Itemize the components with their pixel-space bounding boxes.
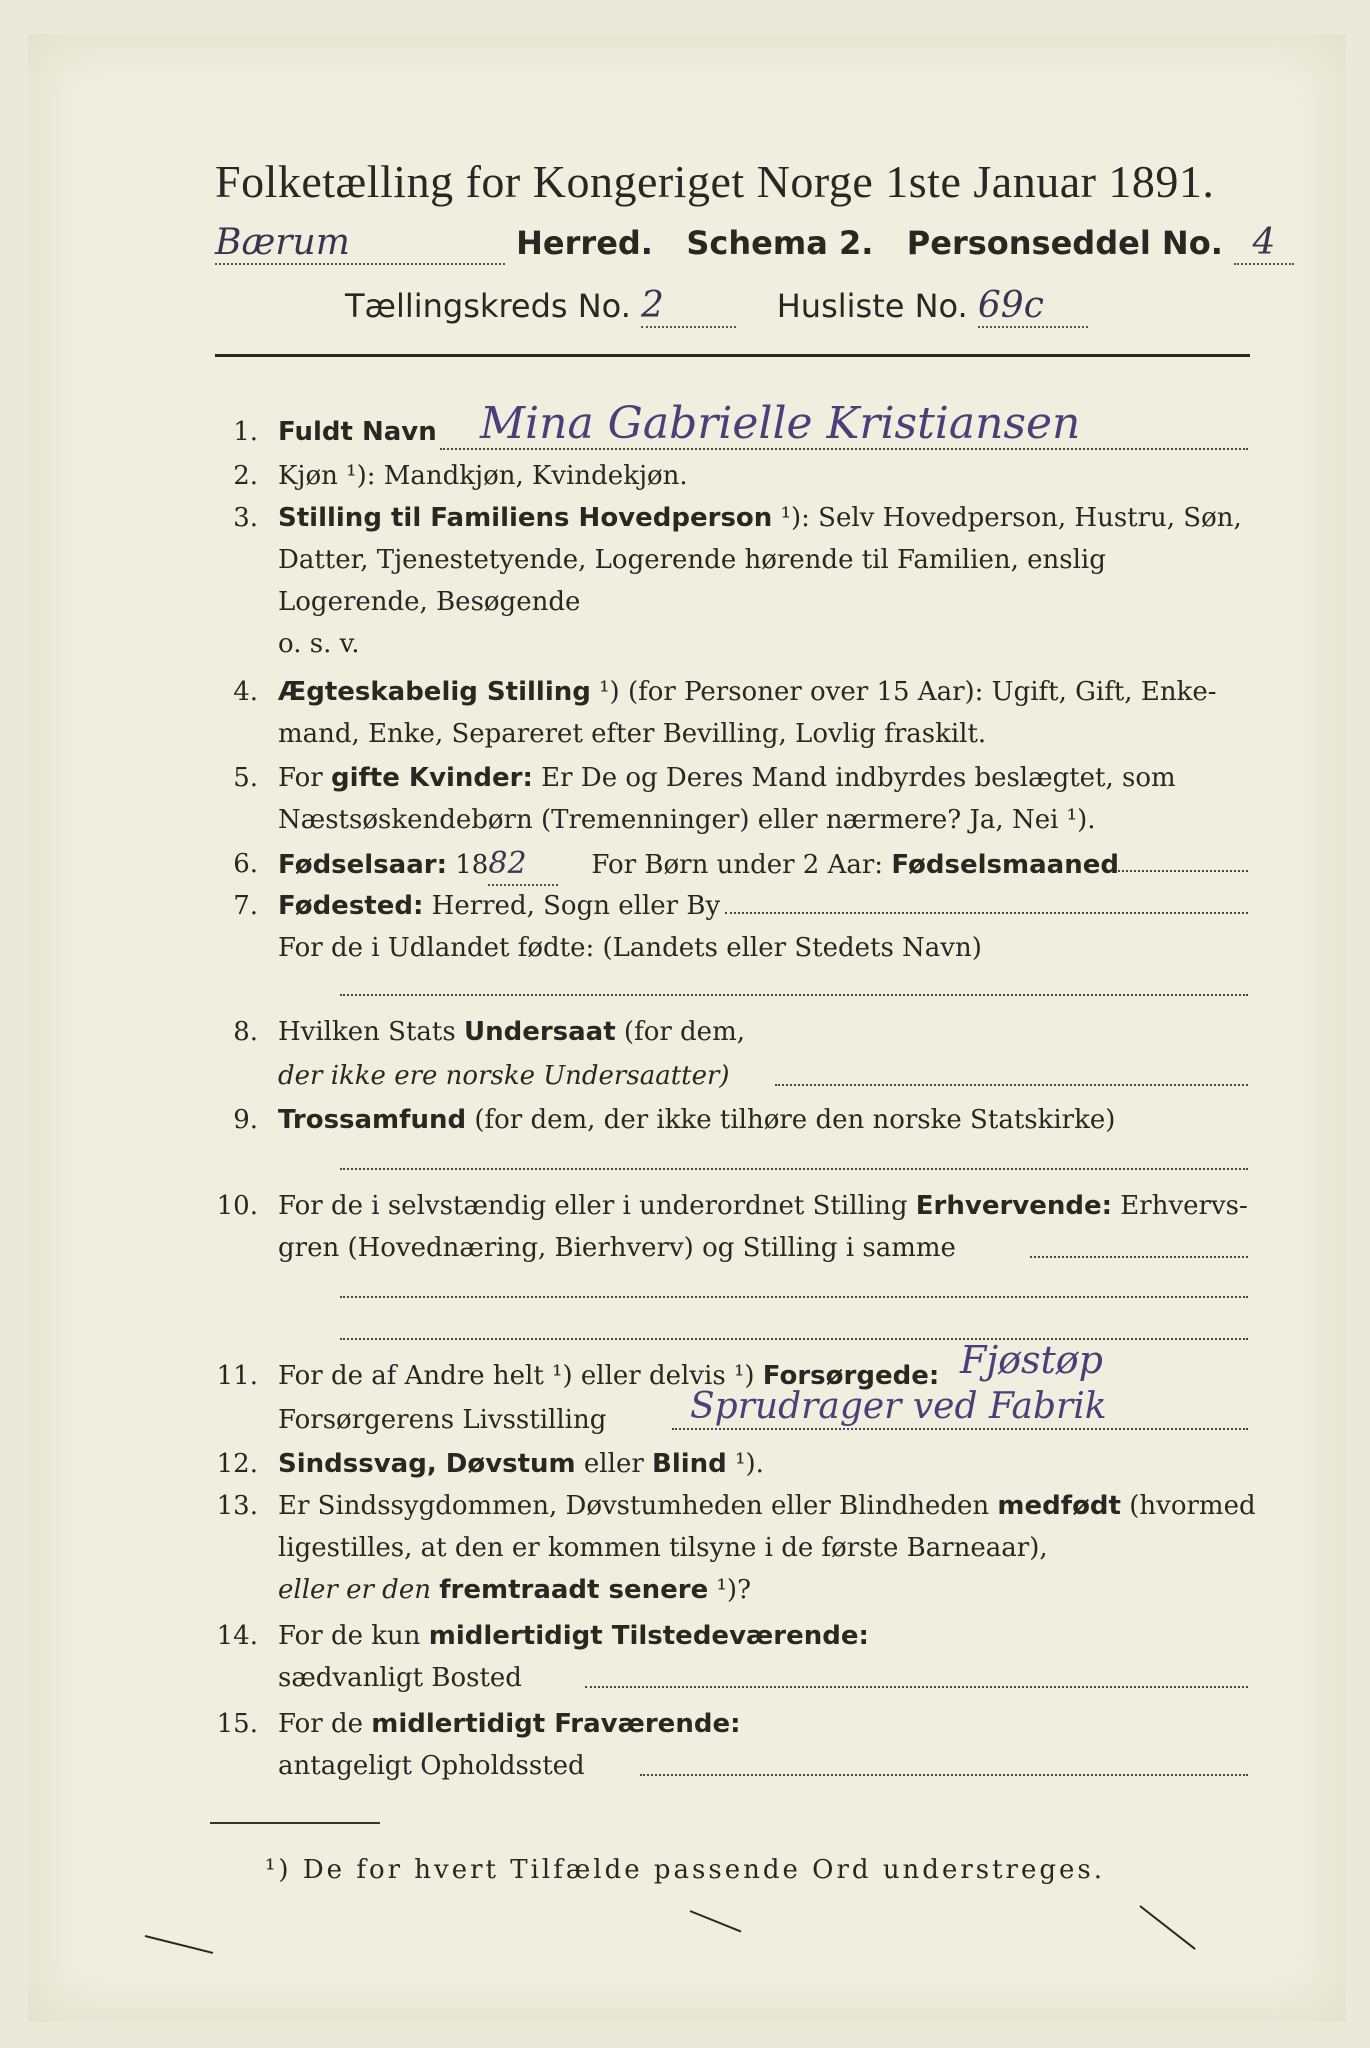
taellingskreds-value: 2	[641, 285, 736, 328]
item-label-rest: ¹): Selv Hovedperson, Hustru, Søn,	[780, 503, 1242, 533]
birth-year-prefix: 18	[455, 850, 489, 880]
item-number: 7.	[233, 891, 258, 921]
occupation-dotted-line-2	[340, 1296, 1248, 1298]
item-label-rest: Er De og Deres Mand indbyrdes beslægtet, som	[541, 763, 1176, 793]
item-label-bold: Sindssvag, Døvstum	[278, 1449, 576, 1479]
husliste-label: Husliste No.	[776, 287, 968, 325]
item-text: For de i Udlandet fødte: (Landets eller Stedets Navn)	[278, 933, 982, 963]
item-text: Næstsøskendebørn (Tremenninger) eller nærmere? Ja, Nei ¹).	[278, 805, 1096, 835]
birth-year-label: Fødselsaar:	[278, 850, 447, 880]
herred-value: Bærum	[215, 222, 505, 265]
item-label-pre: Hvilken Stats	[278, 1017, 456, 1047]
residence-dotted-line	[585, 1686, 1248, 1688]
provider-occupation-value: Sprudrager ved Fabrik	[690, 1386, 1107, 1427]
birth-month-label-pre: For Børn under 2 Aar:	[591, 850, 884, 880]
item-text: der ikke ere norske Undersaatter)	[278, 1061, 730, 1091]
item-label	[278, 758, 1176, 798]
herred-label: Herred.	[516, 224, 653, 262]
item-text: mand, Enke, Separeret efter Bevilling, Lovlig fraskilt.	[278, 719, 987, 749]
item-number: 10.	[216, 1191, 258, 1221]
item-number: 14.	[216, 1621, 258, 1651]
item-label	[278, 1704, 740, 1744]
item-label-bold: Stilling til Familiens Hovedperson	[278, 503, 773, 533]
item-number: 11.	[216, 1361, 258, 1391]
foreign-birthplace-dotted-line	[340, 994, 1248, 996]
item-label	[278, 672, 1217, 712]
item-label	[278, 1186, 1248, 1226]
item-text: ligestilles, at den er kommen tilsyne i de første Barneaar),	[278, 1533, 1048, 1563]
item-number: 1.	[233, 417, 258, 447]
item-label	[278, 1444, 764, 1484]
taellingskreds-label: Tællingskreds No.	[345, 287, 631, 325]
item-label-bold: medfødt	[997, 1491, 1121, 1521]
item-label-bold: Trossamfund	[278, 1105, 467, 1135]
item-label-bold: midlertidigt Fraværende:	[371, 1709, 741, 1739]
item-label	[278, 1100, 1115, 1140]
item-number: 6.	[233, 849, 258, 879]
item-label	[278, 1486, 1256, 1526]
item-label-rest: Herred, Sogn eller By	[431, 891, 721, 921]
item-text-end: ¹)?	[716, 1575, 752, 1605]
item-label-rest: eller	[583, 1449, 644, 1479]
item-label-pre: For de kun	[278, 1621, 421, 1651]
item-text: Forsørgerens Livsstilling	[278, 1405, 607, 1435]
item-label-pre: For	[278, 763, 323, 793]
birth-month-dotted-line	[1118, 870, 1248, 872]
item-number: 5.	[233, 763, 258, 793]
birth-year-value: 82	[488, 844, 558, 886]
item-text: Datter, Tjenestetyende, Logerende hørende til Familien, enslig	[278, 545, 1106, 575]
item-label-pre: For de	[278, 1709, 363, 1739]
item-label-pre: For de i selvstændig eller i underordnet Stilling	[278, 1191, 908, 1221]
occupation-dotted-line-1	[1030, 1256, 1248, 1258]
item-label-rest: (for dem, der ikke tilhøre den norske Statskirke)	[474, 1105, 1116, 1135]
item-label	[278, 1012, 745, 1052]
item-number: 9.	[233, 1105, 258, 1135]
supported-value: Fjøstøp	[960, 1338, 1104, 1382]
item-label-rest: ¹) (for Personer over 15 Aar): Ugift, Gift, Enke-	[599, 677, 1217, 707]
item-text: sædvanligt Bosted	[278, 1663, 522, 1693]
item-number: 2.	[233, 461, 258, 491]
item-label-rest: Erhvervs-	[1120, 1191, 1248, 1221]
item-text-bold: fremtraadt senere	[439, 1575, 709, 1605]
personseddel-value: 4	[1234, 222, 1294, 265]
header-line-2	[345, 285, 1088, 328]
item-label-end: ¹).	[735, 1449, 764, 1479]
item-label: Fuldt Navn	[278, 417, 437, 447]
item-label	[278, 886, 720, 926]
birth-month-label: Fødselsmaaned	[891, 850, 1119, 880]
provider-dotted-line	[672, 1428, 1248, 1430]
occupation-dotted-line-3	[340, 1338, 1248, 1340]
item-number: 15.	[216, 1709, 258, 1739]
personseddel-label: Personseddel No.	[906, 224, 1223, 262]
header-line-1	[215, 222, 1294, 265]
gender-options: Kjøn ¹): Mandkjøn, Kvindekjøn.	[278, 461, 688, 491]
form-title: Folketælling for Kongeriget Norge 1ste Januar 1891.	[215, 156, 1215, 207]
item-label-bold: midlertidigt Tilstedeværende:	[428, 1621, 869, 1651]
header-rule	[215, 354, 1250, 357]
item-number: 12.	[216, 1449, 258, 1479]
abode-dotted-line	[640, 1774, 1248, 1776]
item-text: antageligt Opholdssted	[278, 1751, 585, 1781]
item-label-bold: Undersaat	[463, 1017, 616, 1047]
item-text: o. s. v.	[278, 629, 360, 659]
item-label-bold-2: Blind	[652, 1449, 727, 1479]
item-label-pre: Er Sindssygdommen, Døvstumheden eller Blindheden	[278, 1491, 990, 1521]
item-number: 4.	[233, 677, 258, 707]
birthplace-dotted-line	[725, 912, 1248, 914]
item-label	[278, 844, 1119, 886]
item-label	[278, 498, 1242, 538]
item-text-pre: eller er den	[278, 1575, 431, 1605]
item-number: 13.	[216, 1491, 258, 1521]
item-label-bold: Forsørgede:	[762, 1361, 940, 1391]
item-text	[278, 1570, 751, 1610]
husliste-value: 69c	[978, 285, 1088, 328]
item-label	[278, 456, 688, 496]
footnote: ¹) De for hvert Tilfælde passende Ord understreges.	[265, 1855, 1106, 1885]
item-label-pre: For de af Andre helt ¹) eller delvis ¹)	[278, 1361, 755, 1391]
footnote-rule	[210, 1822, 380, 1824]
item-text: Logerende, Besøgende	[278, 587, 581, 617]
item-text: gren (Hovednæring, Bierhverv) og Stilling i samme	[278, 1233, 956, 1263]
schema-label: Schema 2.	[686, 224, 874, 262]
full-name-value: Mina Gabrielle Kristiansen	[480, 398, 1081, 449]
item-label-bold: Fødested:	[278, 891, 424, 921]
item-label-bold: gifte Kvinder:	[330, 763, 533, 793]
item-number: 8.	[233, 1017, 258, 1047]
item-label-rest: (hvormed	[1129, 1491, 1256, 1521]
item-label-rest: (for dem,	[623, 1017, 745, 1047]
item-label-bold: Ægteskabelig Stilling	[278, 677, 591, 707]
item-label	[278, 1616, 869, 1656]
item-number: 3.	[233, 503, 258, 533]
citizenship-dotted-line	[775, 1084, 1248, 1086]
item-label-bold: Erhvervende:	[915, 1191, 1113, 1221]
religion-dotted-line	[340, 1168, 1248, 1170]
